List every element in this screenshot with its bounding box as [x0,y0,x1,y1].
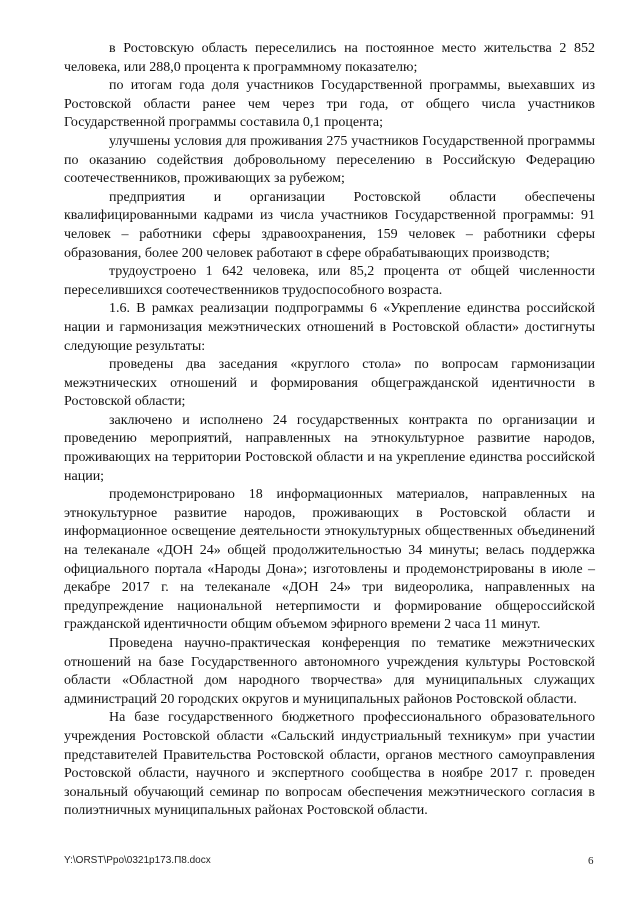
section-1-6-paragraph: 1.6. В рамках реализации подпрограммы 6 «Укрепление единства российской нации и гармонизация межэтнических отношений в Ростовской области» достигнуты следующие результаты: [64,301,595,354]
paragraph: Проведена научно-практическая конференция по тематике межэтнических отношений на базе Государственного автономного учреждения культуры Ростовской области «Областной дом народного творчества» для муниципальных служащих администраций 20 городских округов и муниципальных районов Ростовской области. [64,636,595,707]
page-number: 6 [588,855,594,867]
document-body [64,40,595,821]
paragraph: предприятия и организации Ростовской области обеспечены квалифицированными кадрами из числа участников Государственной программы: 91 человек – работники сферы здравоохранения, 159 человек – работники сферы образования, более 200 человек работают в сфере обрабатывающих производств; [64,189,595,261]
footer-file-path: Y:\ORST\Ppo\0321p173.П8.docx [64,855,211,866]
paragraph: продемонстрировано 18 информационных материалов, направленных на этнокультурное развитие народов, проживающих в Ростовской области и информационное освещение деятельности этнокультурных общественных объединений на телеканале «ДОН 24» общей продолжительностью 34 минуты; велась поддержка официального портала «Народы Дона»; изготовлены и продемонстрированы в июле – декабре 2017 г. на телеканале «ДОН 24» три видеоролика, направленных на предупреждение национальной нетерпимости и формирование общероссийской гражданской идентичности общим объемом эфирного времени 2 часа 11 минут. [64,487,595,633]
paragraph: На базе государственного бюджетного профессионального образовательного учреждения Ростовской области «Сальский индустриальный техникум» при участии представителей Правительства Ростовской области, органов местного самоуправления Ростовской области, научного и экспертного сообщества в ноябре 2017 г. проведен зональный обучающий семинар по вопросам обеспечения межэтнического согласия в полиэтничных муниципальных районах Ростовской области. [64,710,595,819]
paragraph: по итогам года доля участников Государственной программы, выехавших из Ростовской области ранее чем через три года, от общего числа участников Государственной программы составила 0,1 процента; [64,78,595,131]
paragraph: трудоустроено 1 642 человека, или 85,2 процента от общей численности переселившихся соотечественников трудоспособного возраста. [64,264,595,298]
paragraph: в Ростовскую область переселились на постоянное место жительства 2 852 человека, или 288,0 процента к программному показателю; [64,41,595,75]
paragraph: улучшены условия для проживания 275 участников Государственной программы по оказанию содействия добровольному переселению в Российскую Федерацию соотечественников, проживающих за рубежом; [64,133,595,187]
paragraph: проведены два заседания «круглого стола» по вопросам гармонизации межэтнических отношений и формирования общегражданской идентичности в Ростовской области; [64,357,595,410]
paragraph: заключено и исполнено 24 государственных контракта по организации и проведению мероприятий, направленных на этнокультурное развитие народов, проживающих на территории Ростовской области и на укрепление единства российской нации; [64,412,595,484]
